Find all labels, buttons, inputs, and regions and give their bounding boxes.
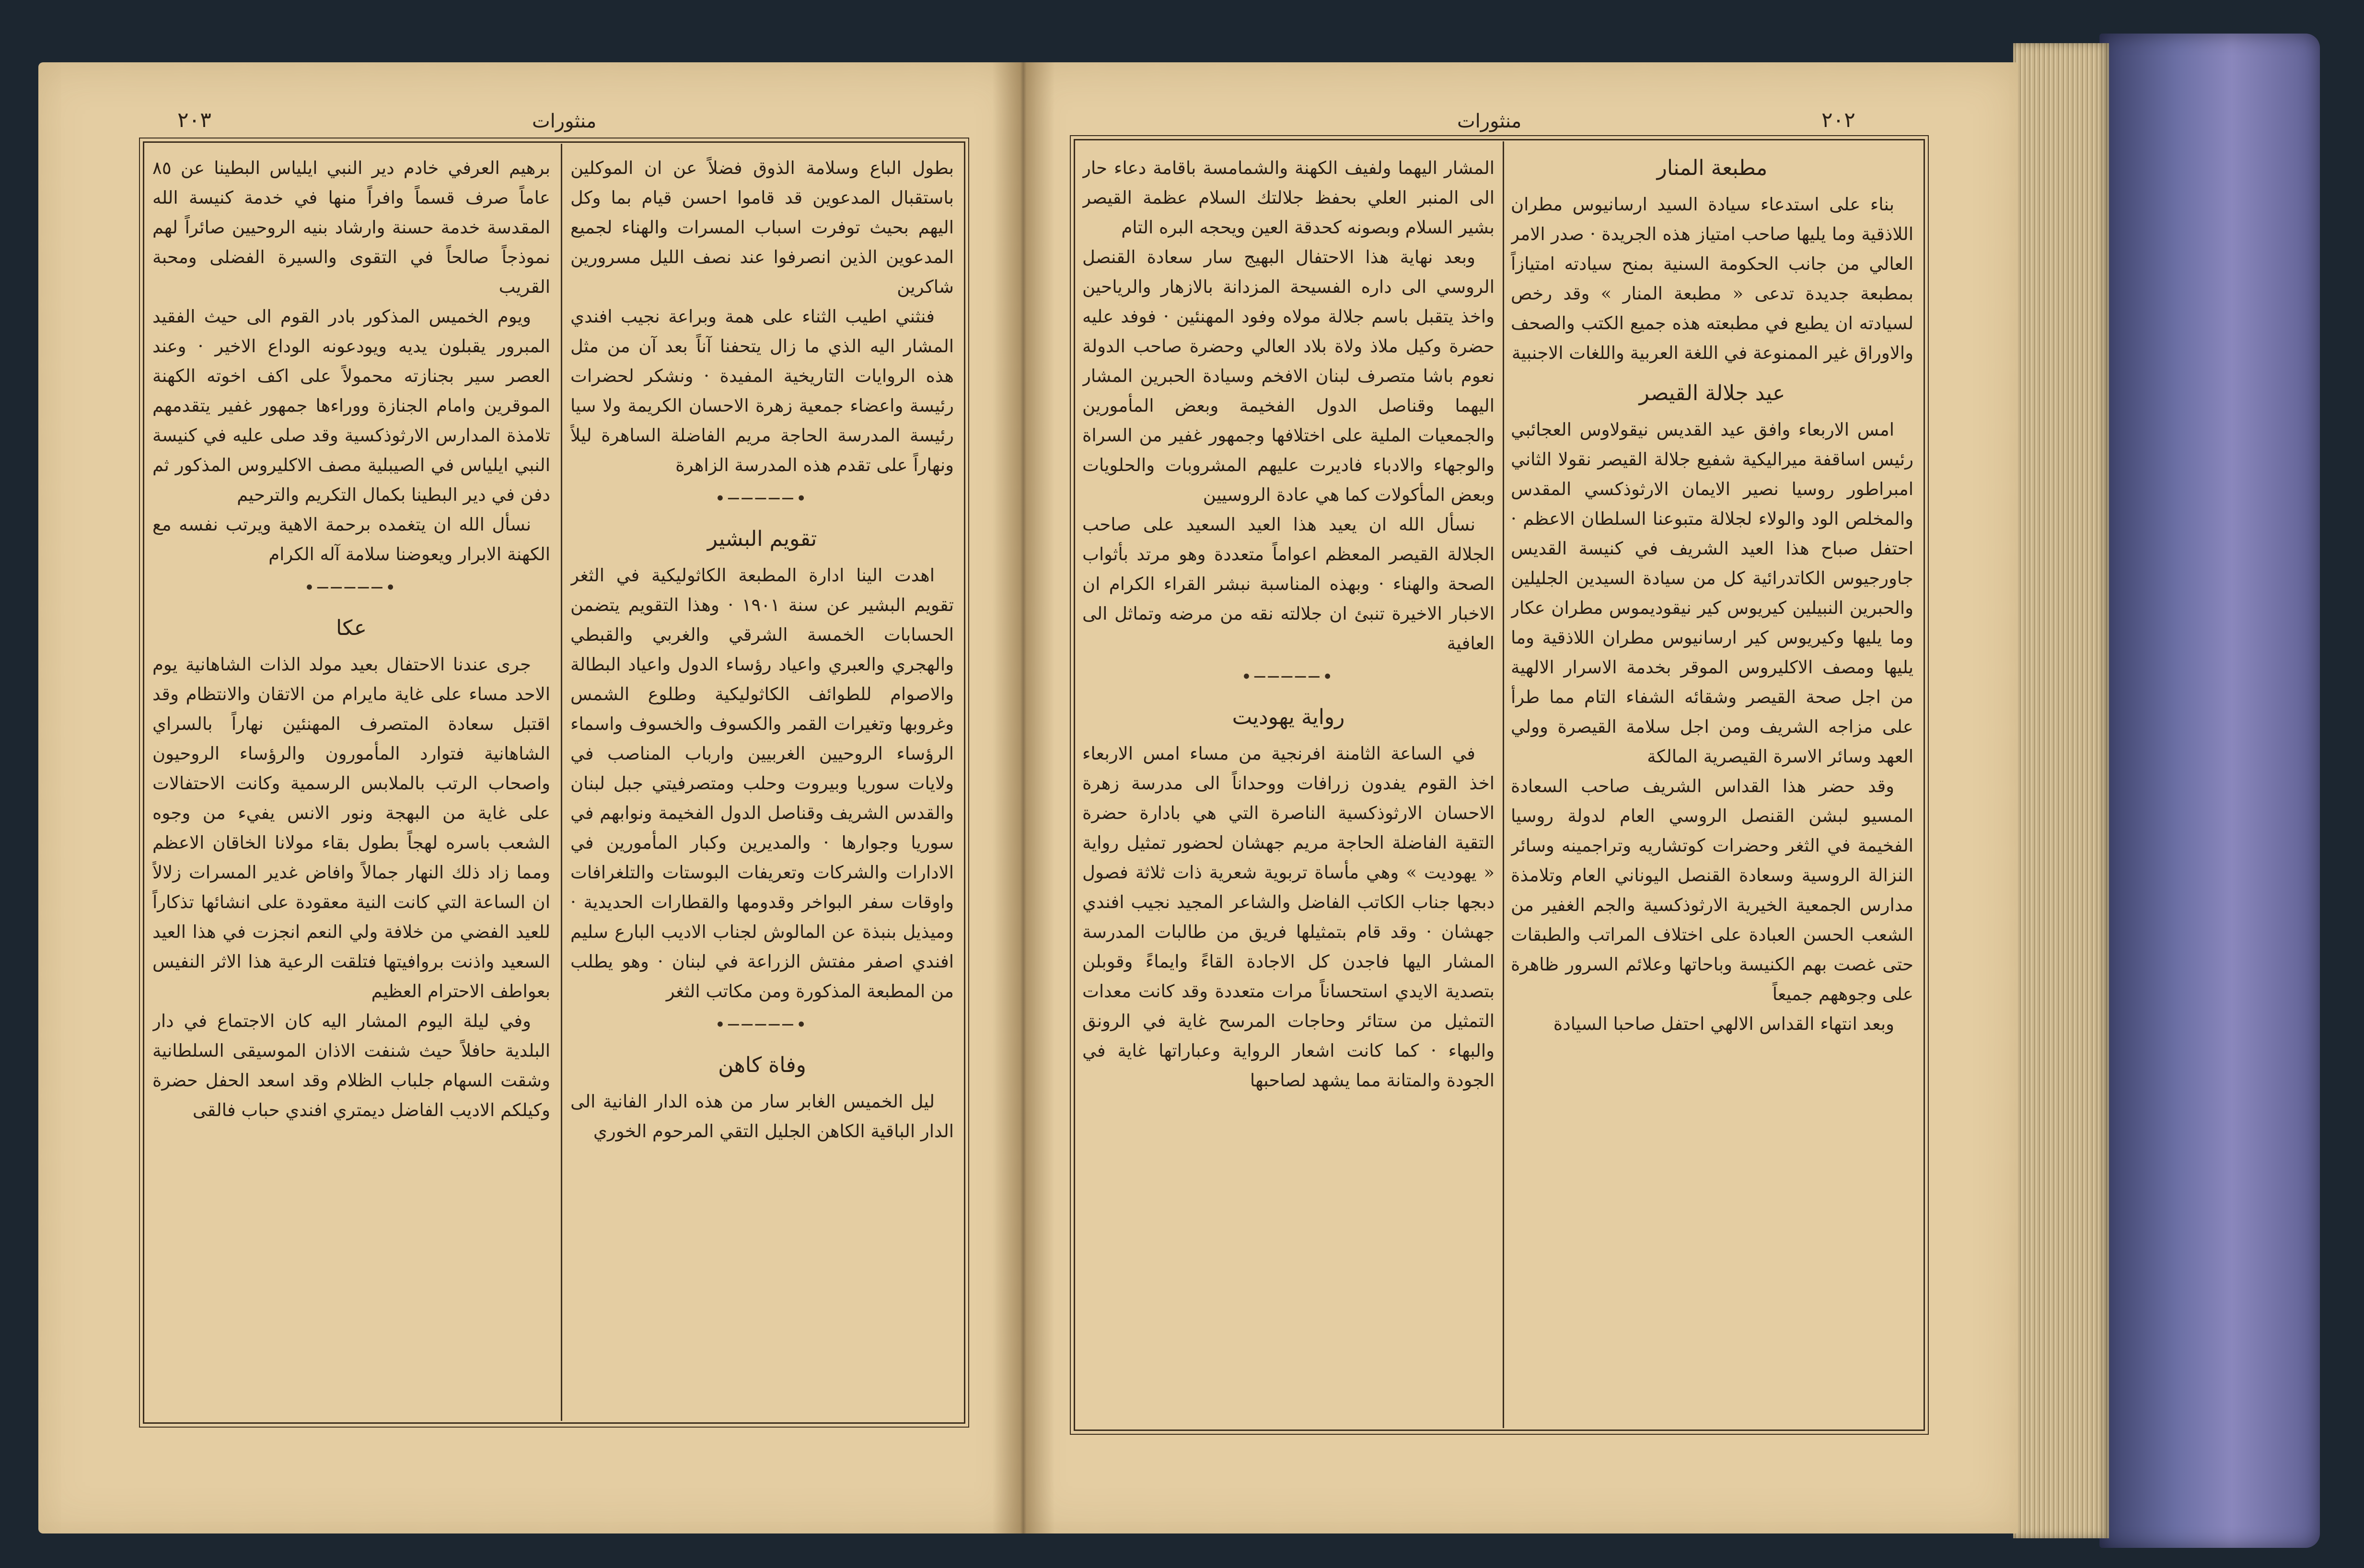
text-paragraph: برهيم العرفي خادم دير النبي ايلياس البطينا عن ٨٥ عاماً صرف قسماً وافراً منها في خدمة كنيسة الله المقدسة خدمة حسنة وارشاد بنيه الروحيين صائراً لهم نموذجاً صالحاً في التقوى والسيرة الفضلى ومحبة القريب (152, 158, 550, 297)
text-paragraph: في الساعة الثامنة افرنجية من مساء امس الاربعاء اخذ القوم يفدون زرافات ووحداناً الى مدرسة زهرة الاحسان الارثوذكسية الناصرة التي هي بادارة حضرة التقية الفاضلة الحاجة مريم جهشان لحضور تمثيل رواية « يهوديت » وهي مأساة تربوية شعرية ذات ثلاثة فصول دبجها جناب الكاتب الفاضل والشاعر المجيد نجيب افندي جهشان · وقد قام بتمثيلها فريق من طالبات المدرسة المشار اليها فاجدن كل الاجادة القاءً وايماءً وقوبلن بتصدية الايدي استحساناً مرات متعددة وقد كانت معدات التمثيل من ستائر وحاجات المرسح غاية في الرونق والبهاء · كما كانت اشعار الرواية وعباراتها غاية في الجودة والمتانة مما يشهد لصاحبها (1082, 743, 1495, 1091)
text-paragraph: وبعد انتهاء القداس الالهي احتفل صاحبا السيادة (1553, 1014, 1894, 1034)
left-column-rule (561, 144, 562, 1421)
left-page-outer-text (152, 153, 550, 1409)
right-page-inner-column (1082, 153, 1495, 1418)
right-running-title: منثورات (1457, 110, 1522, 132)
ornament-divider: •─────• (715, 1015, 810, 1035)
text-paragraph: وفي ليلة اليوم المشار اليه كان الاجتماع في دار البلدية حافلاً حيث شنفت الاذان الموسيقى السلطانية وشقت السهام جلباب الظلام وقد اسعد الحفل حضرة وكيلكم الاديب الفاضل ديمتري افندي حباب فالقى (152, 1011, 550, 1120)
section-heading: تقويم البشير (707, 527, 817, 551)
book-cover (2099, 34, 2320, 1548)
section-heading: وفاة كاهن (718, 1053, 806, 1077)
text-paragraph: امس الاربعاء وافق عيد القديس نيقولاوس العجائبي رئيس اساقفة ميراليكية شفيع جلالة القيصر نقولا الثاني امبراطور روسيا نصير الايمان الارثوذكسي المقدس والمخلص الود والولاء لجلالة متبوعنا السلطان الاعظم · احتفل صباح هذا العيد الشريف في كنيسة القديس جاورجيوس الكاتدرائية كل من سيادة السيدين الجليلين والحبرين النبيلين كيريوس كير نيقوديموس مطران عكار وما يليها وكيريوس كير ارسانيوس مطران اللاذقية وما يليها ومصف الاكليروس الموقر بخدمة الاسرار الالهية من اجل صحة القيصر وشقائه الشفاء التام مما طرأ على مزاجه الشريف ومن اجل سلامة القيصرة وولي العهد وسائر الاسرة القيصرية المالكة (1511, 419, 1913, 767)
text-paragraph: المشار اليهما ولفيف الكهنة والشمامسة باقامة دعاء حار الى المنبر العلي بحفظ جلالتك السلام عظمة القيصر بشير السلام وبصونه كحدقة العين ويحجه البره التام (1082, 158, 1495, 238)
ornament-divider: •─────• (1241, 667, 1336, 687)
text-paragraph: نسأل الله ان يتغمده برحمة الاهية ويرتب نفسه مع الكهنة الابرار ويعوضنا سلامة آله الكرام (152, 514, 550, 565)
text-paragraph: ليل الخميس الغابر سار من هذه الدار الفانية الى الدار الباقية الكاهن الجليل التقي المرحوم الخوري (570, 1091, 954, 1141)
text-paragraph: اهدت الينا ادارة المطبعة الكاثوليكية في الثغر تقويم البشير عن سنة ١٩٠١ · وهذا التقويم يتضمن الحسابات الخمسة الشرقي والغربي والقبطي والهجري والعبري واعياد رؤساء الدول واعياد البطالة والاصوام للطوائف الكاثوليكية وطلوع الشمس وغروبها وتغيرات القمر والكسوف والخسوف واسماء الرؤساء الروحيين الغربيين وارباب المناصب في ولايات سوريا وبيروت وحلب ومتصرفيتي جبل لبنان والقدس الشريف وقناصل الدول الفخيمة ونوابهم في سوريا وجوارها · والمديرين وكبار المأمورين في الادارات والشركات وتعريفات البوستات والتلغرافات واوقات سفر البواخر وقدومها والقطارات الحديدية · وميذيل بنبذة عن المالوش لجناب الاديب البارع سليم افندي اصفر مفتش الزراعة في لبنان · وهو يطلب من المطبعة المذكورة ومن مكاتب الثغر (570, 565, 954, 1002)
section-heading: عكا (336, 616, 367, 640)
text-paragraph: وقد حضر هذا القداس الشريف صاحب السعادة المسيو لبشن القنصل الروسي العام لدولة روسيا الفخيمة في الثغر وحضرات كوتشاريه وتراجمينه وسائر النزالة الروسية وسعادة القنصل اليوناني العام وتلامذة مدارس الجمعية الخيرية الارثوذكسية والجم الغفير من الشعب الحسن العبادة على اختلاف المراتب والطبقات حتى غصت بهم الكنيسة وباحاتها وعلائم السرور ظاهرة على وجوههم جميعاً (1511, 776, 1913, 1004)
section-heading: عيد جلالة القيصر (1639, 381, 1785, 405)
text-paragraph: بطول الباع وسلامة الذوق فضلاً عن ان الموكلين باستقبال المدعوين قد قاموا احسن قيام بما وكل اليهم بحيث توفرت اسباب المسرات والهناء لجميع المدعوين الذين انصرفوا عند نصف الليل مسرورين شاكرين (570, 158, 954, 297)
text-paragraph: فنثني اطيب الثناء على همة وبراعة نجيب افندي المشار اليه الذي ما زال يتحفنا آناً بعد آن من مثل هذه الروايات التاريخية المفيدة · ونشكر لحضرات رئيسة واعضاء جمعية زهرة الاحسان الكريمة ولا سيا رئيسة المدرسة الحاجة مريم الفاضلة الساهرة ليلاً ونهاراً على تقدم هذه المدرسة الزاهرة (570, 306, 954, 475)
text-paragraph: بناء على استدعاء سيادة السيد ارسانيوس مطران اللاذقية وما يليها صاحب امتياز هذه الجريدة · صدر الامر العالي من جانب الحكومة السنية بمنح سيادته امتيازاً بمطبعة جديدة تدعى « مطبعة المنار » وقد رخص لسيادته ان يطبع في مطبعته هذه جميع الكتب والصحف والاوراق غير الممنوعة في اللغة العربية واللغات الاجنبية (1511, 194, 1913, 363)
left-running-title: منثورات (532, 110, 597, 132)
text-paragraph: نسأل الله ان يعيد هذا العيد السعيد على صاحب الجلالة القيصر المعظم اعواماً متعددة وهو مرتد بأثواب الصحة والهناء · وبهذه المناسبة نبشر القراء الكرام ان الاخبار الاخيرة تنبئ ان جلالته نقه من مرضه وتماثل الى العافية (1082, 514, 1495, 654)
section-heading: رواية يهوديت (1232, 705, 1345, 729)
ornament-divider: •─────• (715, 488, 810, 509)
right-page-outer-column (1511, 153, 1913, 1418)
left-page-inner-column (570, 153, 954, 1409)
section-heading: مطبعة المنار (1657, 156, 1768, 180)
right-page-number: ٢٠٢ (1821, 108, 1855, 132)
text-paragraph: جرى عندنا الاحتفال بعيد مولد الذات الشاهانية يوم الاحد مساء على غاية مايرام من الاتقان والانتظام وقد اقتبل سعادة المتصرف المهنئين نهاراً بالسراي الشاهانية فتوارد المأمورون والرؤساء الروحيون واصحاب الرتب بالملابس الرسمية وكانت الاحتفالات على غاية من البهجة ونور الانس يفيء من وجوه الشعب باسره لهجاً بطول بقاء مولانا الخاقان الاعظم ومما زاد ذلك النهار جمالاً وافاض غدير المسرات زلالاً ان الساعة التي كانت النية معقودة على انشائها تذكاراً للعيد الفضي من خلافة ولي النعم انجزت في هذا العيد السعيد واذنت بروافيتها فتلقت الرعية هذا الاثر النفيس بعواطف الاحترام العظيم (152, 654, 550, 1002)
ornament-divider: •─────• (304, 577, 399, 598)
text-paragraph: ويوم الخميس المذكور بادر القوم الى حيث الفقيد المبرور يقبلون يديه ويودعونه الوداع الاخير · وعند العصر سير بجنازته محمولاً على اكف اخوته الكهنة الموقرين وامام الجنازة ووراءها جمهور غفير يتقدمهم تلامذة المدارس الارثوذكسية وقد صلى عليه في كنيسة النبي ايلياس في الصيبلية مصف الاكليروس المذكور ثم دفن في دير البطينا بكمال التكريم والترحيم (152, 306, 550, 505)
right-column-rule (1503, 141, 1504, 1428)
book-gutter (992, 62, 1055, 1533)
page-edges (2013, 43, 2109, 1538)
text-paragraph: وبعد نهاية هذا الاحتفال البهيج سار سعادة القنصل الروسي الى داره الفسيحة المزدانة بالازهار والرياحين واخذ يتقبل باسم جلالة مولاه وفود المهنئين · فوفد عليه حضرة وكيل ملاذ ولاة بلاد العالي وحضرة صاحب الدولة نعوم باشا متصرف لبنان الافخم وسيادة الحبرين المشار اليهما وقناصل الدول الفخيمة وبعض المأمورين والجمعيات الملية على اختلافها وجمهور غفير من السراة والوجهاء والادباء فاديرت عليهم المشروبات والحلويات وبعض المأكولات كما هي عادة الروسيين (1082, 247, 1495, 505)
left-page-number: ٢٠٣ (177, 108, 211, 132)
